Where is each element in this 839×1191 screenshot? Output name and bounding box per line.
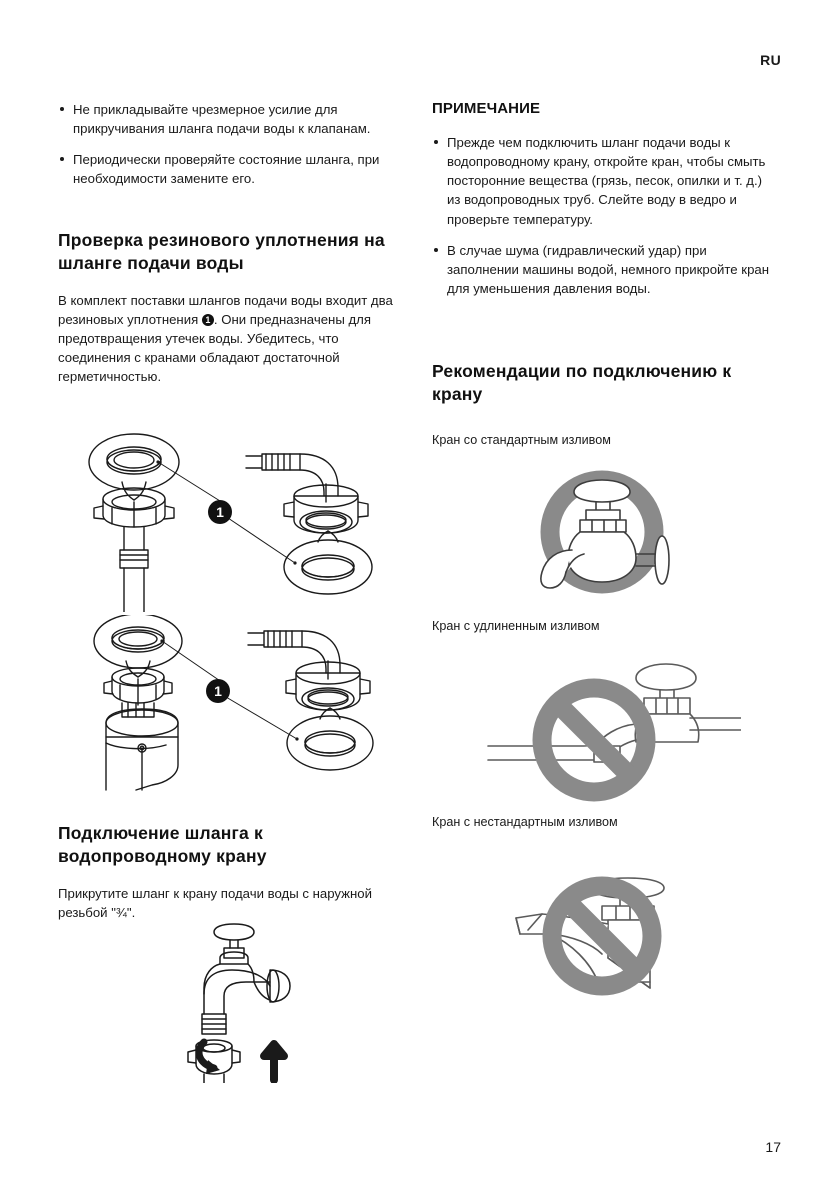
- warning-bullet-list: [58, 100, 403, 189]
- figure-faucet-nonstandard-spout: [498, 858, 703, 1008]
- valve-inlet: [262, 454, 300, 470]
- caption-standard-spout: Кран со стандартным изливом: [432, 433, 611, 448]
- figure-faucet-hose-attach: [146, 918, 336, 1083]
- caption-long-spout: Кран с удлиненным изливом: [432, 619, 600, 633]
- callout-badge-inline: 1: [202, 314, 214, 326]
- note-heading: ПРИМЕЧАНИЕ: [432, 100, 541, 117]
- svg-text:1: 1: [216, 504, 224, 520]
- left-column-lower: [58, 822, 403, 922]
- svg-text:1: 1: [214, 683, 222, 699]
- page-title-rubber-seal: Проверка резинового уплотнения на шланге подачи воды: [58, 229, 385, 273]
- list-item: Не прикладывайте чрезмерное усилие для прикручивания шланга подачи воды к клапанам.: [58, 100, 403, 138]
- figure-faucet-long-spout: [486, 652, 741, 802]
- spacer: [58, 868, 403, 884]
- spacer: [58, 189, 403, 229]
- spacer: [432, 406, 777, 432]
- right-column-faucet-section: [432, 360, 777, 450]
- page-title-faucet-recommendations: Рекомендации по подключению к крану: [432, 361, 732, 405]
- seal-magnifier-right: [284, 540, 372, 594]
- left-column: [58, 100, 403, 386]
- spacer: [58, 275, 403, 291]
- right-column-long-spout-caption: [432, 618, 777, 636]
- right-column: [432, 100, 777, 298]
- faucet-handle: [214, 924, 254, 940]
- list-item: Периодически проверяйте состояние шланга, при необходимости замените его.: [58, 150, 403, 188]
- page-number: 17: [765, 1139, 781, 1155]
- rubber-seal-body: [58, 291, 403, 387]
- figure-faucet-standard-spout: [520, 462, 710, 602]
- body-text-part-1: В комплект поставки шлангов подачи воды входит два резиновых уплотнения: [58, 292, 393, 327]
- seal-magnifier-left: [89, 434, 179, 490]
- seal-magnifier-left: [94, 615, 182, 668]
- wall-flange: [270, 970, 290, 1002]
- spacer: [432, 117, 777, 133]
- list-item: Прежде чем подключить шланг подачи воды к водопроводному крану, откройте кран, чтобы смыть посторонние вещества (грязь, песок, опилки и т. д.) из водопроводных труб. Слейте воду в ведро и проверьте температуру.: [432, 133, 777, 229]
- body-text-part-2: . Они предназначены для предотвращения утечек воды. Убедитесь, что соединения с кранами обладают достаточной герметичностью.: [58, 311, 372, 385]
- page-title-hose-connection: Подключение шланга к водопроводному крану: [58, 823, 267, 867]
- caption-nonstandard-spout: Кран с нестандартным изливом: [432, 815, 618, 829]
- hose-connection-body: Прикрутите шланг к крану подачи воды с наружной резьбой "¾".: [58, 886, 372, 921]
- figure-hose-seal-straight-valve: [86, 432, 378, 612]
- figure-hose-seal-appliance-inlet: [86, 615, 378, 800]
- note-bullet-list: [432, 133, 777, 298]
- list-item: В случае шума (гидравлический удар) при заполнении машины водой, немного прикройте кран для уменьшения давления воды.: [432, 241, 777, 298]
- right-column-nonstandard-caption: [432, 814, 777, 832]
- seal-magnifier-right: [287, 716, 373, 770]
- language-tag: RU: [760, 52, 781, 68]
